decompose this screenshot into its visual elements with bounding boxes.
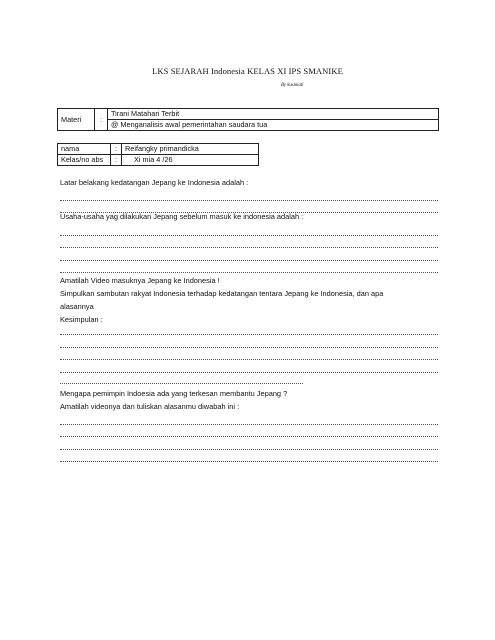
name-label: nama bbox=[58, 144, 111, 155]
question-4-instruction: Amatilah videonya dan tuliskan alasanmu diwabah ini : bbox=[60, 402, 240, 411]
materi-table bbox=[57, 108, 439, 131]
materi-colon: : bbox=[95, 109, 108, 131]
question-2: Usaha-usaha yag dilakukan Jepang sebelum masuk ke indonesia adalah : bbox=[60, 212, 304, 221]
answer-line bbox=[60, 438, 438, 450]
student-row-name bbox=[58, 144, 259, 155]
name-value: Reifangky primandicka bbox=[122, 144, 259, 155]
name-colon: : bbox=[111, 144, 122, 155]
answer-line bbox=[60, 372, 303, 384]
kesimpulan-label: Kesimpulan : bbox=[60, 315, 103, 324]
materi-label: Materi bbox=[58, 109, 95, 131]
page-title: LKS SEJARAH Indonesia KELAS XI IPS SMANIKE bbox=[152, 66, 343, 76]
author-byline-text: By kusmiati bbox=[281, 83, 304, 88]
answer-line bbox=[60, 236, 438, 248]
question-3-intro: Amatilah Video masuknya Jepang ke Indonesia ! bbox=[60, 276, 220, 285]
answer-line bbox=[60, 425, 438, 437]
class-value: Xi mia 4 /26 bbox=[122, 155, 259, 166]
class-colon: : bbox=[111, 155, 122, 166]
materi-topic: Tirani Matahari Terbit bbox=[108, 109, 439, 120]
answer-line bbox=[60, 224, 438, 236]
answer-line bbox=[60, 323, 438, 335]
student-row-class bbox=[58, 155, 259, 166]
class-label: Kelas/no abs bbox=[58, 155, 111, 166]
question-1: Latar belakang kedatangan Jepang ke Indonesia adalah : bbox=[60, 178, 249, 187]
question-3-text: Simpulkan sambutan rakyat Indonesia terhadap kedatangan tentara Jepang ke Indonesia, dan apa bbox=[60, 289, 384, 298]
materi-objective: @ Menganalisis awal pemerintahan saudara tua bbox=[108, 120, 439, 131]
answer-line bbox=[60, 450, 438, 462]
answer-line bbox=[60, 348, 438, 360]
answer-line bbox=[60, 261, 438, 273]
answer-line bbox=[60, 413, 438, 425]
materi-row-topic bbox=[58, 109, 439, 120]
question-4: Mengapa pemimpin Indoesia ada yang terkesan membantu Jepang ? bbox=[60, 389, 288, 398]
question-3-text-cont: alasannya bbox=[60, 302, 94, 311]
student-info-table bbox=[57, 143, 259, 166]
answer-line bbox=[60, 249, 438, 261]
answer-line bbox=[60, 189, 438, 201]
materi-row-objective bbox=[58, 120, 439, 131]
answer-line bbox=[60, 336, 438, 348]
